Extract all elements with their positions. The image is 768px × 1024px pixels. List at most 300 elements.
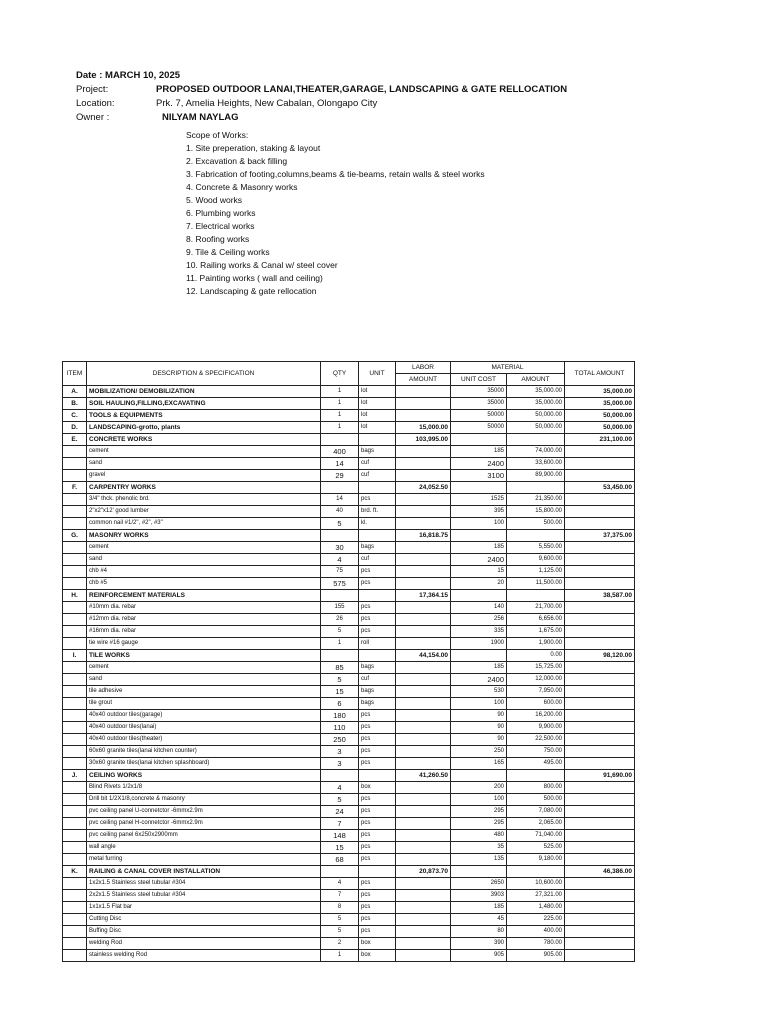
unit-cost-cell: 250	[451, 746, 507, 758]
labor-amount-cell	[396, 518, 451, 530]
total-amount-cell	[565, 842, 635, 854]
material-amount-cell	[507, 482, 565, 494]
material-amount-cell: 11,500.00	[507, 578, 565, 590]
material-amount-cell: 71,040.00	[507, 830, 565, 842]
item-cell	[63, 710, 87, 722]
total-amount-cell: 50,000.00	[565, 422, 635, 434]
table-row	[63, 602, 635, 614]
labor-amount-cell	[396, 506, 451, 518]
unit-cost-cell: 530	[451, 686, 507, 698]
material-amount-cell: 1,480.00	[507, 902, 565, 914]
description-cell: chb #4	[87, 566, 321, 578]
labor-amount-cell	[396, 830, 451, 842]
description-cell: LANDSCAPING-grotto, plants	[87, 422, 321, 434]
project-title: PROPOSED OUTDOOR LANAI,THEATER,GARAGE, LANDSCAPING & GATE RELLOCATION	[156, 84, 568, 95]
material-amount-cell: 800.00	[507, 782, 565, 794]
labor-amount-cell	[396, 386, 451, 398]
labor-amount-cell	[396, 686, 451, 698]
scope-item: 9. Tile & Ceiling works	[186, 247, 270, 257]
section-row	[63, 386, 635, 398]
qty-cell: 3	[321, 746, 359, 758]
total-amount-cell	[565, 854, 635, 866]
qty-cell	[321, 770, 359, 782]
unit-cell: brd. ft.	[359, 506, 396, 518]
table-row	[63, 890, 635, 902]
material-amount-cell: 0.00	[507, 650, 565, 662]
table-row	[63, 818, 635, 830]
material-amount-cell: 750.00	[507, 746, 565, 758]
material-amount-cell: 9,600.00	[507, 554, 565, 566]
total-amount-cell	[565, 578, 635, 590]
qty-cell: 1	[321, 422, 359, 434]
description-cell: sand	[87, 674, 321, 686]
qty-cell: 75	[321, 566, 359, 578]
qty-cell: 1	[321, 386, 359, 398]
material-amount-cell: 9,180.00	[507, 854, 565, 866]
scope-item: 1. Site preperation, staking & layout	[186, 143, 321, 153]
total-amount-cell	[565, 746, 635, 758]
qty-cell: 575	[321, 578, 359, 590]
qty-cell: 4	[321, 878, 359, 890]
labor-amount-cell	[396, 458, 451, 470]
section-row	[63, 422, 635, 434]
item-cell	[63, 926, 87, 938]
qty-cell: 180	[321, 710, 359, 722]
total-amount-cell	[565, 566, 635, 578]
unit-cell: pcs	[359, 806, 396, 818]
total-amount-cell	[565, 518, 635, 530]
labor-amount-cell	[396, 614, 451, 626]
qty-cell: 4	[321, 554, 359, 566]
description-cell: 60x60 granite tiles(lanai kitchen counter)	[87, 746, 321, 758]
qty-cell: 85	[321, 662, 359, 674]
unit-cell: cuf	[359, 674, 396, 686]
item-cell	[63, 890, 87, 902]
total-amount-cell	[565, 626, 635, 638]
item-cell	[63, 950, 87, 962]
item-cell	[63, 806, 87, 818]
item-cell: A.	[63, 386, 87, 398]
material-amount-cell: 7,950.00	[507, 686, 565, 698]
qty-cell: 29	[321, 470, 359, 482]
total-amount-cell	[565, 926, 635, 938]
material-amount-cell: 500.00	[507, 518, 565, 530]
description-cell: TILE WORKS	[87, 650, 321, 662]
unit-cell: pcs	[359, 794, 396, 806]
description-cell: 40x40 outdoor tiles(garage)	[87, 710, 321, 722]
table-header-row	[63, 362, 635, 374]
material-amount-cell: 16,200.00	[507, 710, 565, 722]
table-row	[63, 746, 635, 758]
labor-amount-cell	[396, 722, 451, 734]
total-amount-cell	[565, 542, 635, 554]
item-cell	[63, 818, 87, 830]
description-cell: 3/4" thck. phenolic brd.	[87, 494, 321, 506]
labor-amount-cell	[396, 782, 451, 794]
item-cell: C.	[63, 410, 87, 422]
material-amount-cell: 1,675.00	[507, 626, 565, 638]
item-cell	[63, 470, 87, 482]
owner-name: NILYAM NAYLAG	[162, 112, 239, 123]
material-amount-cell: 600.00	[507, 698, 565, 710]
labor-amount-cell	[396, 902, 451, 914]
material-amount-cell: 89,900.00	[507, 470, 565, 482]
table-row	[63, 626, 635, 638]
material-amount-cell: 225.00	[507, 914, 565, 926]
total-amount-cell	[565, 818, 635, 830]
qty-cell: 5	[321, 794, 359, 806]
labor-amount-cell	[396, 698, 451, 710]
total-amount-cell	[565, 938, 635, 950]
unit-cell: bags	[359, 686, 396, 698]
section-row	[63, 866, 635, 878]
col-material-amount-header: AMOUNT	[507, 374, 565, 386]
material-amount-cell: 15,800.00	[507, 506, 565, 518]
table-row	[63, 518, 635, 530]
total-amount-cell	[565, 914, 635, 926]
description-cell: wall angle	[87, 842, 321, 854]
description-cell: metal furring	[87, 854, 321, 866]
unit-cost-cell: 1900	[451, 638, 507, 650]
qty-cell: 14	[321, 458, 359, 470]
item-cell	[63, 458, 87, 470]
item-cell	[63, 782, 87, 794]
table-row	[63, 638, 635, 650]
unit-cost-cell: 295	[451, 818, 507, 830]
table-row	[63, 830, 635, 842]
qty-cell: 40	[321, 506, 359, 518]
item-cell: K.	[63, 866, 87, 878]
unit-cell	[359, 650, 396, 662]
unit-cost-cell: 480	[451, 830, 507, 842]
table-row	[63, 662, 635, 674]
table-row	[63, 758, 635, 770]
item-cell	[63, 758, 87, 770]
scope-item: 6. Plumbing works	[186, 208, 256, 218]
total-amount-cell	[565, 758, 635, 770]
unit-cell: pcs	[359, 602, 396, 614]
qty-cell: 6	[321, 698, 359, 710]
scope-item: 4. Concrete & Masonry works	[186, 182, 298, 192]
location-label: Location:	[76, 98, 115, 109]
item-cell	[63, 914, 87, 926]
item-cell: B.	[63, 398, 87, 410]
unit-cost-cell	[451, 530, 507, 542]
table-row	[63, 494, 635, 506]
unit-cell: pcs	[359, 566, 396, 578]
unit-cell	[359, 866, 396, 878]
qty-cell: 148	[321, 830, 359, 842]
labor-amount-cell: 24,052.50	[396, 482, 451, 494]
material-amount-cell	[507, 770, 565, 782]
description-cell: MOBILIZATION/ DEMOBILIZATION	[87, 386, 321, 398]
item-cell	[63, 446, 87, 458]
scope-item: 2. Excavation & back filling	[186, 156, 288, 166]
item-cell	[63, 554, 87, 566]
item-cell	[63, 578, 87, 590]
unit-cost-cell	[451, 770, 507, 782]
item-cell: E.	[63, 434, 87, 446]
unit-cell: pcs	[359, 818, 396, 830]
labor-amount-cell	[396, 662, 451, 674]
unit-cell: bags	[359, 662, 396, 674]
table-row	[63, 938, 635, 950]
unit-cost-cell: 35	[451, 842, 507, 854]
total-amount-cell	[565, 662, 635, 674]
item-cell	[63, 842, 87, 854]
total-amount-cell: 35,000.00	[565, 386, 635, 398]
unit-cell: box	[359, 938, 396, 950]
unit-cost-cell: 165	[451, 758, 507, 770]
unit-cell: bags	[359, 446, 396, 458]
description-cell: CARPENTRY WORKS	[87, 482, 321, 494]
description-cell: 1x1x1.5 Flat bar	[87, 902, 321, 914]
total-amount-cell	[565, 674, 635, 686]
document-header	[76, 70, 567, 126]
date-line: Date : MARCH 10, 2025	[76, 70, 181, 81]
material-amount-cell: 780.00	[507, 938, 565, 950]
item-cell	[63, 638, 87, 650]
total-amount-cell	[565, 722, 635, 734]
unit-cell: pcs	[359, 578, 396, 590]
unit-cost-cell: 185	[451, 902, 507, 914]
unit-cost-cell: 35000	[451, 386, 507, 398]
unit-cost-cell: 20	[451, 578, 507, 590]
qty-cell	[321, 590, 359, 602]
qty-cell: 1	[321, 950, 359, 962]
qty-cell: 2	[321, 938, 359, 950]
labor-amount-cell: 17,364.15	[396, 590, 451, 602]
table-row	[63, 734, 635, 746]
qty-cell	[321, 650, 359, 662]
material-amount-cell	[507, 866, 565, 878]
scope-of-works	[186, 130, 485, 299]
labor-amount-cell	[396, 890, 451, 902]
table-row	[63, 806, 635, 818]
qty-cell: 30	[321, 542, 359, 554]
table-row	[63, 554, 635, 566]
labor-amount-cell: 44,154.00	[396, 650, 451, 662]
labor-amount-cell	[396, 578, 451, 590]
unit-cost-cell: 2400	[451, 554, 507, 566]
total-amount-cell	[565, 806, 635, 818]
table-row	[63, 902, 635, 914]
table-row	[63, 878, 635, 890]
unit-cost-cell: 256	[451, 614, 507, 626]
description-cell: pvc ceiling panel H-connetctor -6mmx2.9m	[87, 818, 321, 830]
unit-cell	[359, 590, 396, 602]
material-amount-cell: 1,125.00	[507, 566, 565, 578]
material-amount-cell: 6,656.00	[507, 614, 565, 626]
location-line	[76, 98, 567, 112]
unit-cell: pcs	[359, 746, 396, 758]
labor-amount-cell: 41,260.50	[396, 770, 451, 782]
material-amount-cell: 27,321.00	[507, 890, 565, 902]
item-cell: J.	[63, 770, 87, 782]
material-amount-cell: 495.00	[507, 758, 565, 770]
item-cell	[63, 602, 87, 614]
table-row	[63, 674, 635, 686]
qty-cell: 15	[321, 842, 359, 854]
description-cell: #16mm dia. rebar	[87, 626, 321, 638]
unit-cell: pcs	[359, 842, 396, 854]
material-amount-cell: 905.00	[507, 950, 565, 962]
col-qty-header: QTY	[321, 362, 359, 386]
section-row	[63, 650, 635, 662]
section-row	[63, 434, 635, 446]
qty-cell: 5	[321, 926, 359, 938]
table-row	[63, 446, 635, 458]
qty-cell: 5	[321, 518, 359, 530]
table-row	[63, 854, 635, 866]
item-cell: H.	[63, 590, 87, 602]
item-cell	[63, 938, 87, 950]
material-amount-cell: 50,000.00	[507, 410, 565, 422]
table-row	[63, 614, 635, 626]
total-amount-cell	[565, 602, 635, 614]
labor-amount-cell: 16,818.75	[396, 530, 451, 542]
item-cell	[63, 566, 87, 578]
unit-cost-cell	[451, 482, 507, 494]
qty-cell: 3	[321, 758, 359, 770]
description-cell: tile adhesive	[87, 686, 321, 698]
unit-cost-cell: 2400	[451, 674, 507, 686]
unit-cost-cell	[451, 434, 507, 446]
description-cell: tile grout	[87, 698, 321, 710]
qty-cell: 26	[321, 614, 359, 626]
description-cell: Drill bit 1/2X1/8,concrete & masonry	[87, 794, 321, 806]
owner-label: Owner :	[76, 112, 110, 123]
labor-amount-cell	[396, 542, 451, 554]
unit-cell: lot	[359, 422, 396, 434]
material-amount-cell: 33,600.00	[507, 458, 565, 470]
table-row	[63, 842, 635, 854]
labor-amount-cell	[396, 938, 451, 950]
unit-cost-cell: 185	[451, 542, 507, 554]
description-cell: sand	[87, 554, 321, 566]
section-row	[63, 590, 635, 602]
qty-cell	[321, 530, 359, 542]
qty-cell: 5	[321, 626, 359, 638]
table-row	[63, 950, 635, 962]
scope-item: 12. Landscaping & gate rellocation	[186, 286, 317, 296]
labor-amount-cell	[396, 842, 451, 854]
qty-cell	[321, 482, 359, 494]
description-cell: pvc ceiling panel 6x250x2900mm	[87, 830, 321, 842]
total-amount-cell: 50,000.00	[565, 410, 635, 422]
description-cell: sand	[87, 458, 321, 470]
col-material-header: MATERIAL	[451, 362, 565, 374]
description-cell: 2x2x1.5 Stainless steel tubular #304	[87, 890, 321, 902]
total-amount-cell	[565, 458, 635, 470]
location-value: Prk. 7, Amelia Heights, New Cabalan, Olongapo City	[156, 98, 378, 109]
qty-cell: 68	[321, 854, 359, 866]
material-amount-cell: 10,600.00	[507, 878, 565, 890]
total-amount-cell	[565, 446, 635, 458]
total-amount-cell	[565, 794, 635, 806]
item-cell	[63, 662, 87, 674]
total-amount-cell	[565, 782, 635, 794]
table-row	[63, 566, 635, 578]
unit-cell: pcs	[359, 914, 396, 926]
total-amount-cell	[565, 494, 635, 506]
total-amount-cell	[565, 506, 635, 518]
item-cell	[63, 698, 87, 710]
description-cell: TOOLS & EQUIPMENTS	[87, 410, 321, 422]
qty-cell: 15	[321, 686, 359, 698]
unit-cost-cell: 2400	[451, 458, 507, 470]
unit-cell: pcs	[359, 734, 396, 746]
item-cell	[63, 518, 87, 530]
total-amount-cell	[565, 698, 635, 710]
material-amount-cell: 1,900.00	[507, 638, 565, 650]
col-description-header: DESCRIPTION & SPECIFICATION	[87, 362, 321, 386]
table-row	[63, 458, 635, 470]
qty-cell: 5	[321, 674, 359, 686]
section-row	[63, 398, 635, 410]
unit-cost-cell: 35000	[451, 398, 507, 410]
unit-cost-cell: 905	[451, 950, 507, 962]
unit-cell: pcs	[359, 626, 396, 638]
project-line	[76, 84, 567, 98]
description-cell: welding Rod	[87, 938, 321, 950]
owner-line	[76, 112, 567, 126]
unit-cost-cell: 390	[451, 938, 507, 950]
total-amount-cell: 37,375.00	[565, 530, 635, 542]
scope-item: 7. Electrical works	[186, 221, 255, 231]
unit-cost-cell: 200	[451, 782, 507, 794]
unit-cost-cell: 90	[451, 710, 507, 722]
material-amount-cell: 400.00	[507, 926, 565, 938]
description-cell: #10mm dia. rebar	[87, 602, 321, 614]
item-cell	[63, 686, 87, 698]
material-amount-cell: 22,500.00	[507, 734, 565, 746]
labor-amount-cell	[396, 878, 451, 890]
table-row	[63, 686, 635, 698]
unit-cost-cell: 100	[451, 518, 507, 530]
qty-cell: 110	[321, 722, 359, 734]
qty-cell: 7	[321, 890, 359, 902]
unit-cost-cell: 185	[451, 446, 507, 458]
total-amount-cell: 231,100.00	[565, 434, 635, 446]
unit-cell: kl.	[359, 518, 396, 530]
description-cell: gravel	[87, 470, 321, 482]
qty-cell: 14	[321, 494, 359, 506]
labor-amount-cell	[396, 674, 451, 686]
description-cell: pvc ceiling panel U-connetctor -6mmx2.9m	[87, 806, 321, 818]
description-cell: 30x60 granite tiles(lanai kitchen splashboard)	[87, 758, 321, 770]
unit-cell: pcs	[359, 926, 396, 938]
total-amount-cell: 53,450.00	[565, 482, 635, 494]
description-cell: stainless welding Rod	[87, 950, 321, 962]
unit-cell: cuf	[359, 470, 396, 482]
material-amount-cell: 500.00	[507, 794, 565, 806]
labor-amount-cell	[396, 854, 451, 866]
labor-amount-cell	[396, 566, 451, 578]
description-cell: REINFORCEMENT MATERIALS	[87, 590, 321, 602]
unit-cost-cell: 90	[451, 722, 507, 734]
unit-cell: pcs	[359, 890, 396, 902]
labor-amount-cell	[396, 758, 451, 770]
labor-amount-cell	[396, 926, 451, 938]
total-amount-cell: 35,000.00	[565, 398, 635, 410]
material-amount-cell: 9,900.00	[507, 722, 565, 734]
col-unit-cost-header: UNIT COST	[451, 374, 507, 386]
description-cell: RAILING & CANAL COVER INSTALLATION	[87, 866, 321, 878]
item-cell	[63, 494, 87, 506]
material-amount-cell: 15,725.00	[507, 662, 565, 674]
labor-amount-cell	[396, 398, 451, 410]
